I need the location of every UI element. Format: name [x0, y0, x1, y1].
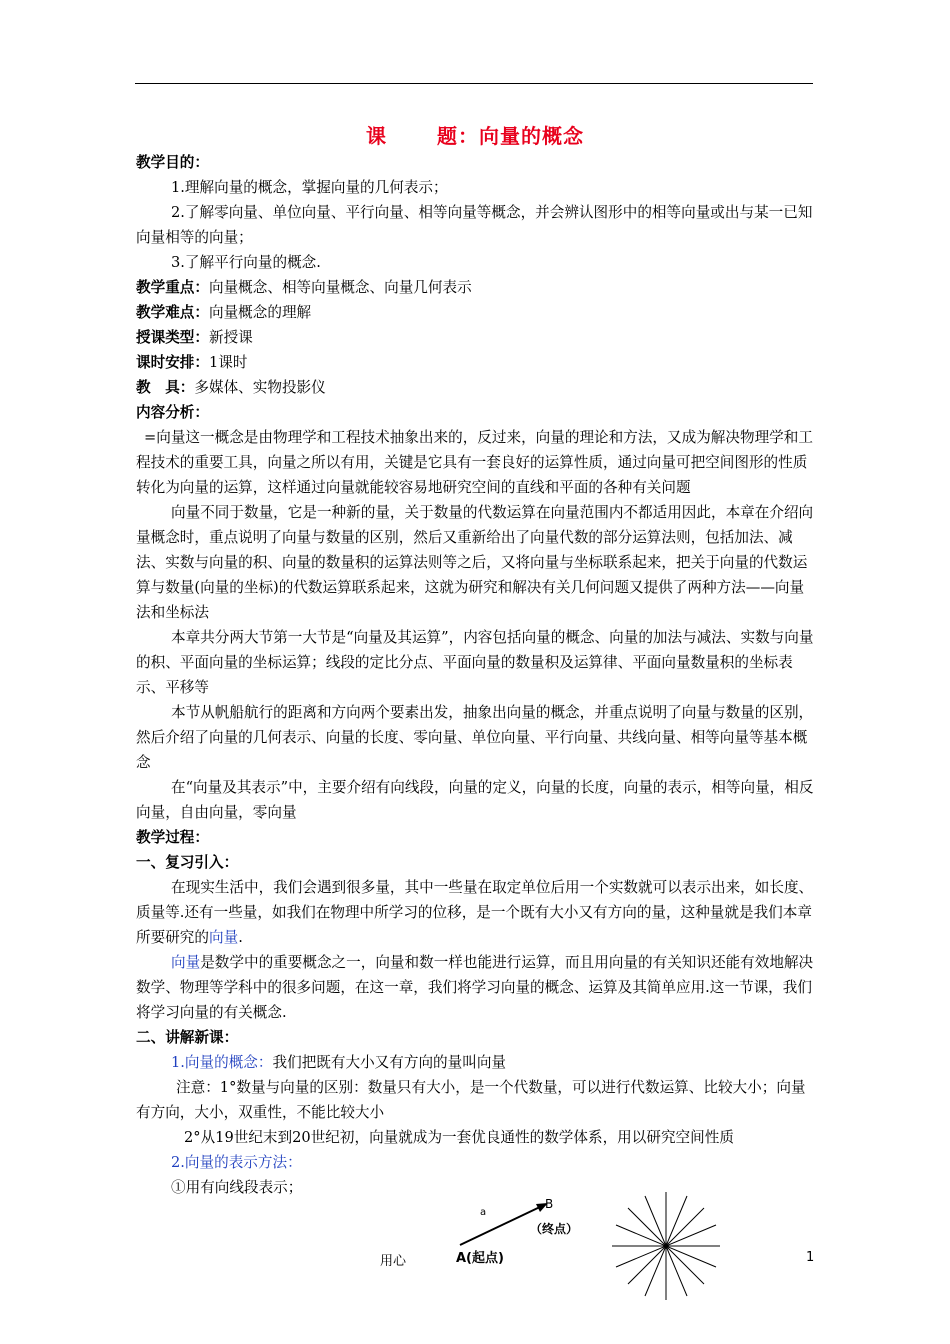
lesson-type-label: 授课类型：: [136, 329, 209, 346]
note-1: 注意：1°数量与向量的区别：数量只有大小，是一个代数量，可以进行代数运算、比较大小；向量有方向，大小，双重性，不能比较大小: [136, 1079, 806, 1121]
difficulty-value: 向量概念的理解: [208, 304, 312, 321]
objective-item: 1.理解向量的概念，掌握向量的几何表示；: [171, 179, 448, 196]
concept-line: [136, 1050, 816, 1075]
difficulty: [136, 300, 816, 325]
new-lesson-heading: 二、讲解新课：: [136, 1029, 239, 1046]
representation-link[interactable]: 2.向量的表示方法：: [171, 1154, 302, 1171]
review-heading: 一、复习引入：: [136, 854, 239, 871]
title-right: 题：向量的概念: [437, 124, 584, 148]
label-end-point: （终点）: [530, 1222, 579, 1236]
concept-text: 我们把既有大小又有方向的量叫向量: [272, 1054, 507, 1071]
document-body: [136, 150, 816, 1200]
tools-label: 教 具：: [136, 379, 195, 396]
vector-link[interactable]: 向量: [171, 954, 201, 971]
analysis-paragraph: =向量这一概念是由物理学和工程技术抽象出来的，反过来，向量的理论和方法，又成为解决物理学和工程技术的重要工具，向量之所以有用，关键是它具有一套良好的运算性质，通过向量可把空间图形的性质转化为向量的运算，这样通过向量就能较容易地研究空间的直线和平面的各种有关问题: [136, 429, 813, 496]
label-a: a: [480, 1207, 487, 1218]
tools-value: 多媒体、实物投影仪: [194, 379, 326, 396]
key-points-value: 向量概念、相等向量概念、向量几何表示: [208, 279, 472, 296]
page-title: [0, 120, 950, 149]
process-heading: 教学过程：: [136, 829, 209, 846]
label-start-point: A(起点): [456, 1251, 504, 1266]
review-paragraph: [136, 950, 816, 1025]
time: [136, 350, 816, 375]
analysis-heading: 内容分析：: [136, 404, 209, 421]
footer-text: 用心: [380, 1254, 420, 1269]
analysis-paragraph: 本节从帆船航行的距离和方向两个要素出发，抽象出向量的概念，并重点说明了向量与数量的区别，然后介绍了向量的几何表示、向量的长度、零向量、单位向量、平行向量、共线向量、相等向量等基本概念: [136, 704, 814, 771]
review-text: 是数学中的重要概念之一，向量和数一样也能进行运算，而且用向量的有关知识还能有效地解决数学、物理等学科中的很多问题，在这一章，我们将学习向量的概念、运算及其简单应用.这一节课，我们将学习向量的有关概念.: [136, 954, 814, 1021]
time-value: 1课时: [208, 354, 248, 371]
objective-item: 2.了解零向量、单位向量、平行向量、相等向量等概念，并会辨认图形中的相等向量或出与某一已知向量相等的向量；: [136, 204, 813, 246]
review-text-end: .: [238, 929, 243, 946]
analysis-paragraph: 本章共分两大节第一大节是“向量及其运算”，内容包括向量的概念、向量的加法与减法、实数与向量的积、平面向量的坐标运算；线段的定比分点、平面向量的数量积及运算律、平面向量数量积的坐标表示、平移等: [136, 629, 814, 696]
analysis-paragraph: 在“向量及其表示”中，主要介绍有向线段，向量的定义，向量的长度，向量的表示，相等向量，相反向量，自由向量，零向量: [136, 779, 814, 821]
key-points: [136, 275, 816, 300]
tools: [136, 375, 816, 400]
objectives-heading: 教学目的：: [136, 154, 209, 171]
label-b: B: [545, 1197, 554, 1211]
difficulty-label: 教学难点：: [136, 304, 209, 321]
time-label: 课时安排：: [136, 354, 209, 371]
lesson-type-value: 新授课: [208, 329, 253, 346]
page-number: 1: [806, 1250, 815, 1265]
note-2: 2°从19世纪末到20世纪初，向量就成为一套优良通性的数学体系，用以研究空间性质: [184, 1129, 734, 1146]
concept-link[interactable]: 1.向量的概念：: [171, 1054, 273, 1071]
key-points-label: 教学重点：: [136, 279, 209, 296]
analysis-paragraph: 向量不同于数量，它是一种新的量，关于数量的代数运算在向量范围内不都适用因此，本章在介绍向量概念时，重点说明了向量与数量的区别，然后又重新给出了向量代数的部分运算法则，包括加法、减法、实数与向量的积、向量的数量积的运算法则等之后，又将向量与坐标联系起来，把关于向量的代数运算与数量(向量的坐标)的代数运算联系起来，这就为研究和解决有关几何问题又提供了两种方法——向量法和坐标法: [136, 504, 814, 621]
header-rule: [135, 83, 813, 84]
title-left: 课: [366, 124, 387, 148]
radiating-vectors-figure: [610, 1190, 722, 1302]
objective-item: 3.了解平行向量的概念.: [171, 254, 321, 271]
lesson-type: [136, 325, 816, 350]
vector-link[interactable]: 向量: [208, 929, 239, 946]
review-paragraph: [136, 875, 816, 950]
review-text: 在现实生活中，我们会遇到很多量，其中一些量在取定单位后用一个实数就可以表示出来，如长度、质量等.还有一些量，如我们在物理中所学习的位移，是一个既有大小又有方向的量，这种量就是我们本章所要研究的: [136, 879, 814, 946]
representation-item: ①用有向线段表示；: [171, 1179, 303, 1196]
